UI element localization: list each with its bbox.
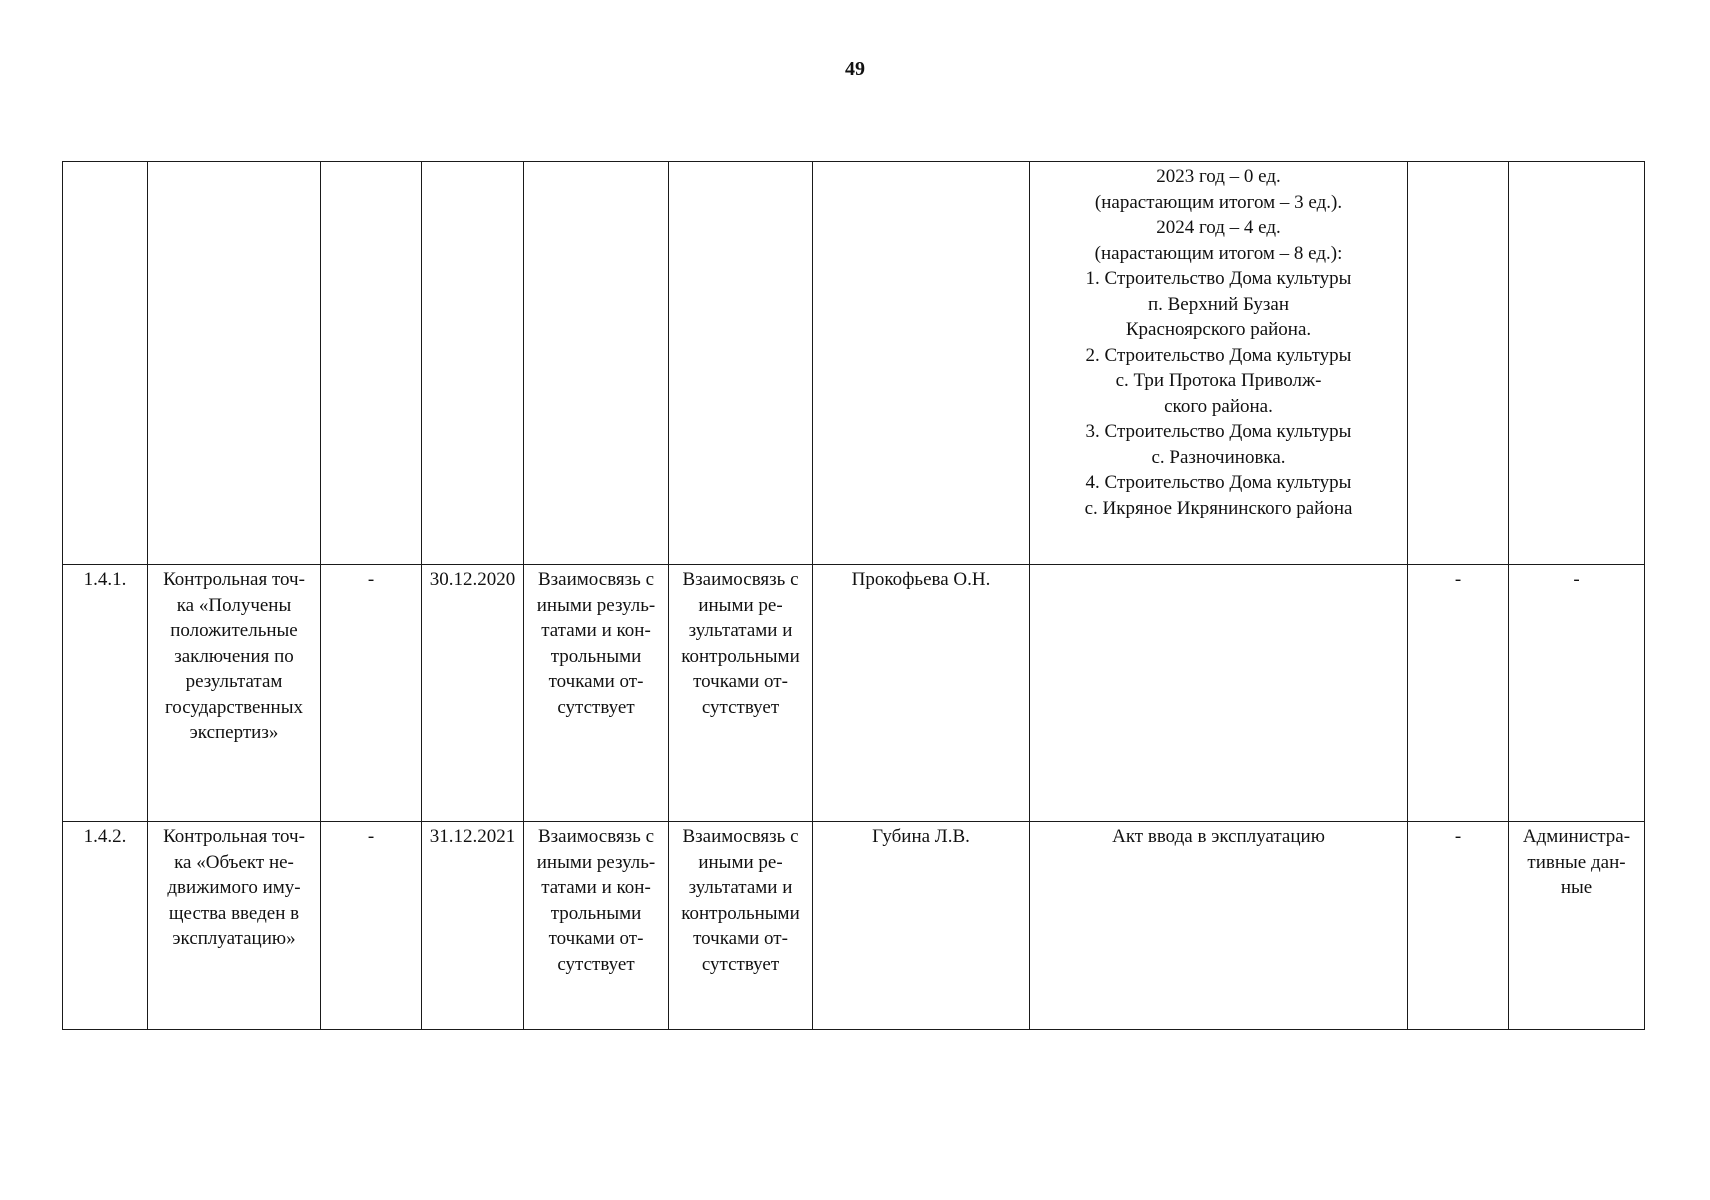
- result-description-text: 2023 год – 0 ед. (нарастающим итогом – 3 ед.). 2024 год – 4 ед. (нарастающим итогом – 8 ед.): 1. Строительство Дома культуры п. Верхний Бузан Красноярского района. 2. Строительство Дома культуры с. Три Протока Приволж- ского района. 3. Строительство Дома культуры с. Разночиновка. 4. Строительство Дома культуры с. Икряное Икрянинского района: [1084, 166, 1353, 519]
- document-table: [62, 161, 1645, 1030]
- table-cell: -: [321, 565, 422, 822]
- table-cell: [1509, 162, 1645, 565]
- table-cell: -: [321, 822, 422, 1030]
- responsible-person-cell: Прокофьева О.Н.: [813, 565, 1030, 822]
- table-cell: [1408, 162, 1509, 565]
- relationship-cell: Взаимосвязь с иными резуль- татами и кон- трольными точками от- сутствует: [524, 822, 669, 1030]
- page-number: 49: [845, 58, 865, 80]
- data-source-cell: Администра- тивные дан- ные: [1509, 822, 1645, 1030]
- table-cell: -: [1408, 565, 1509, 822]
- relationship-cell: Взаимосвязь с иными резуль- татами и кон- трольными точками от- сутствует: [524, 565, 669, 822]
- table-cell: -: [1509, 565, 1645, 822]
- table-cell: [524, 162, 669, 565]
- result-description-cell: [1030, 162, 1408, 565]
- table-row: [63, 565, 1645, 822]
- date-cell: 31.12.2021: [422, 822, 524, 1030]
- row-number-cell: 1.4.2.: [63, 822, 148, 1030]
- table-row: [63, 822, 1645, 1030]
- table-cell: -: [1408, 822, 1509, 1030]
- document-type-cell: Акт ввода в эксплуатацию: [1030, 822, 1408, 1030]
- table-row: [63, 162, 1645, 565]
- checkpoint-name-cell: Контрольная точ- ка «Объект не- движимого иму- щества введен в эксплуатацию»: [148, 822, 321, 1030]
- checkpoint-name-cell: Контрольная точ- ка «Получены положительные заключения по результатам государственных экспертиз»: [148, 565, 321, 822]
- row-number-cell: 1.4.1.: [63, 565, 148, 822]
- table-cell: [1030, 565, 1408, 822]
- date-cell: 30.12.2020: [422, 565, 524, 822]
- responsible-person-cell: Губина Л.В.: [813, 822, 1030, 1030]
- relationship-cell: Взаимосвязь с иными ре- зультатами и контрольными точками от- сутствует: [669, 822, 813, 1030]
- table-cell: [63, 162, 148, 565]
- table-cell: [669, 162, 813, 565]
- relationship-cell: Взаимосвязь с иными ре- зультатами и контрольными точками от- сутствует: [669, 565, 813, 822]
- table-cell: [422, 162, 524, 565]
- table-cell: [148, 162, 321, 565]
- table-cell: [813, 162, 1030, 565]
- table-cell: [321, 162, 422, 565]
